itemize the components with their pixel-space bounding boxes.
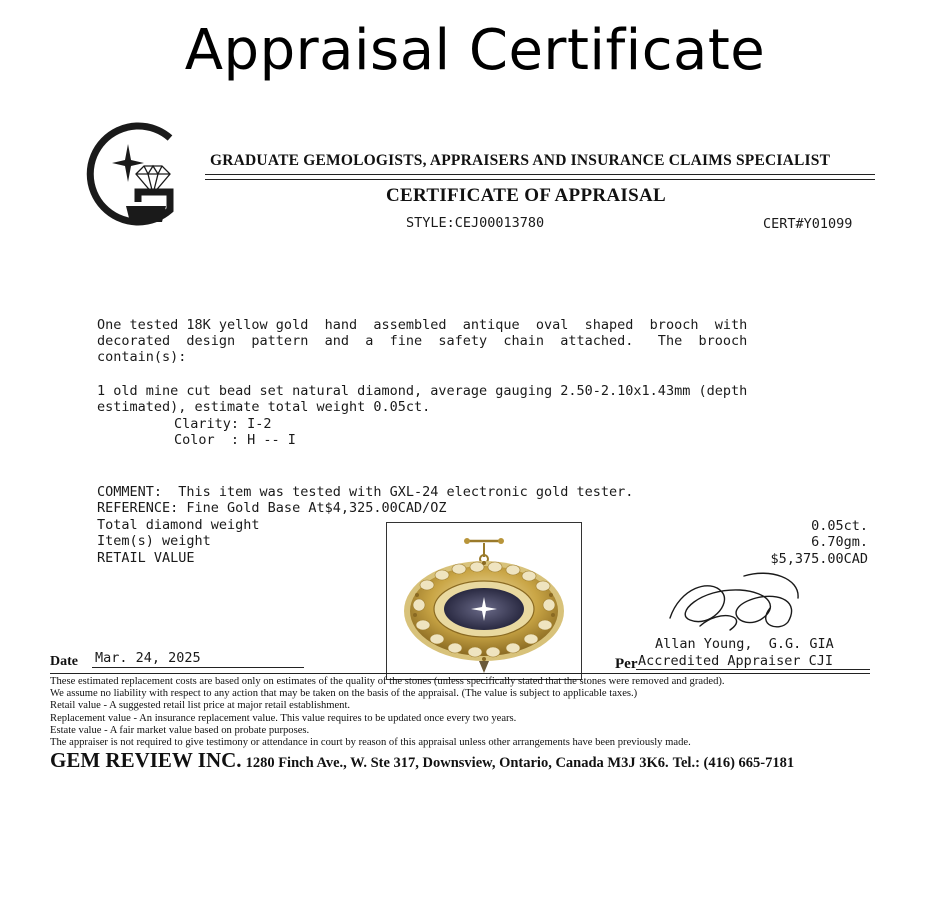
disclaimer-rule <box>50 673 870 674</box>
cert-number: CERT#Y01099 <box>763 216 853 232</box>
company-address: 1280 Finch Ave., W. Ste 317, Downsview, Ontario, Canada M3J 3K6. <box>245 755 669 771</box>
disclaimer-line-6: The appraiser is not required to give testimony or attendance in court by reason of this appraisal unless other arrangements have been previously made. <box>50 737 691 748</box>
disclaimer-line-3: Retail value - A suggested retail list price at major retail establishment. <box>50 700 351 711</box>
brooch-photo <box>386 522 582 680</box>
date-value: Mar. 24, 2025 <box>95 650 201 666</box>
item-weight-label: Item(s) weight <box>97 533 211 549</box>
retail-value-amount: $5,375.00CAD <box>770 551 868 567</box>
item-weight-value: 6.70gm. <box>811 534 868 550</box>
page-title: Appraisal Certificate <box>184 18 766 83</box>
disclaimer-line-2: We assume no liability with respect to any action that may be taken on the basis of the appraisal. (The value is subject to applicable taxes.) <box>50 688 638 699</box>
date-label: Date <box>50 654 78 669</box>
total-diamond-weight-label: Total diamond weight <box>97 517 260 533</box>
description-line-1: One tested 18K yellow gold hand assembled antique oval shaped brooch with <box>97 317 748 333</box>
appraiser-title: Accredited Appraiser CJI <box>638 653 834 669</box>
style-number: STYLE:CEJ00013780 <box>406 215 545 231</box>
disclaimer-line-4: Replacement value - An insurance replacement value. This value requires to be updated once every two years. <box>50 713 517 724</box>
reference: REFERENCE: Fine Gold Base At$4,325.00CAD/OZ <box>97 500 447 516</box>
disclaimer-line-1: These estimated replacement costs are based only on estimates of the quality of the stones (unless specifically stated that the stones were removed and graded). <box>50 676 725 687</box>
color-grade: Color : H -- I <box>174 432 296 448</box>
company-phone: Tel.: (416) 665-7181 <box>672 755 795 771</box>
appraiser-name: Allan Young, G.G. GIA <box>655 636 834 652</box>
signature-icon <box>660 568 810 636</box>
tagline: GRADUATE GEMOLOGISTS, APPRAISERS AND INSURANCE CLAIMS SPECIALIST <box>210 152 831 169</box>
total-diamond-weight-value: 0.05ct. <box>811 518 868 534</box>
signature-underline <box>636 669 870 670</box>
gem-logo-icon <box>82 122 182 226</box>
clarity: Clarity: I-2 <box>174 416 272 432</box>
header-rule-bottom <box>205 179 875 180</box>
brooch-image-icon <box>387 523 581 679</box>
date-underline <box>92 667 304 668</box>
disclaimer-line-5: Estate value - A fair market value based on probate purposes. <box>50 725 310 736</box>
comment: COMMENT: This item was tested with GXL-24 electronic gold tester. <box>97 484 634 500</box>
per-label: Per <box>615 656 638 672</box>
certificate-title: CERTIFICATE OF APPRAISAL <box>386 185 666 206</box>
stone-line-2: estimated), estimate total weight 0.05ct. <box>97 399 431 415</box>
company-name: GEM REVIEW INC. <box>50 748 242 772</box>
description-line-2: decorated design pattern and a fine safety chain attached. The brooch <box>97 333 748 349</box>
stone-line-1: 1 old mine cut bead set natural diamond, average gauging 2.50-2.10x1.43mm (depth <box>97 383 748 399</box>
retail-value-label: RETAIL VALUE <box>97 550 195 566</box>
footer <box>50 748 794 773</box>
description-line-3: contain(s): <box>97 349 187 365</box>
header-rule-top <box>205 174 875 175</box>
